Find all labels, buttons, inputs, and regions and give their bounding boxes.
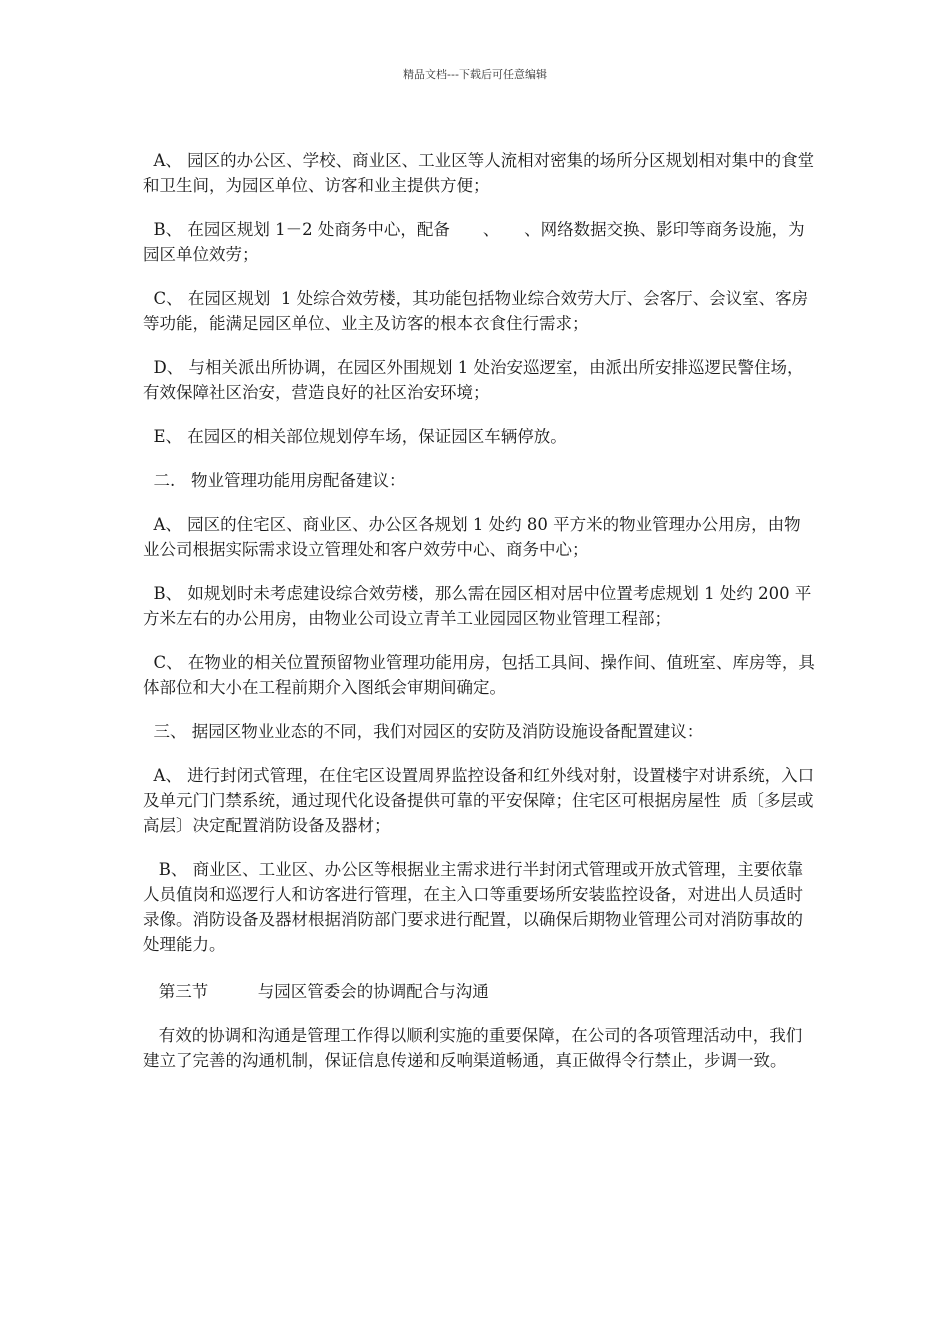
paragraph: B、 如规划时未考虑建设综合效劳楼，那么需在园区相对居中位置考虑规划 1 处约 200 平方米左右的办公用房，由物业公司设立青羊工业园园区物业管理工程部；: [143, 584, 812, 628]
paragraph: C、 在园区规划 1 处综合效劳楼，其功能包括物业综合效劳大厅、会客厅、会议室、客房等功能，能满足园区单位、业主及访客的根本衣食住行需求；: [143, 289, 809, 333]
paragraph: A、 进行封闭式管理，在住宅区设置周界监控设备和红外线对射，设置楼宇对讲系统，入口及单元门门禁系统，通过现代化设备提供可靠的平安保障；住宅区可根据房屋性 质〔多层或高层〕决定配置消防设备及器材；: [143, 766, 815, 835]
document-body: [143, 148, 815, 1092]
page-header: 精品文档---下载后可任意编辑: [403, 68, 547, 81]
chapter-heading: 第三节 与园区管委会的协调配合与沟通: [143, 982, 489, 1001]
paragraph: A、 园区的办公区、学校、商业区、工业区等人流相对密集的场所分区规划相对集中的食堂和卫生间，为园区单位、访客和业主提供方便；: [143, 151, 815, 195]
paragraph: B、 在园区规划 1－2 处商务中心，配备 、 、网络数据交换、影印等商务设施，为园区单位效劳；: [143, 220, 805, 264]
paragraph: D、 与相关派出所协调，在园区外围规划 1 处治安巡逻室，由派出所安排巡逻民警住场，有效保障社区治安，营造良好的社区治安环境；: [143, 358, 804, 402]
paragraph: B、 商业区、工业区、办公区等根据业主需求进行半封闭式管理或开放式管理，主要依靠人员值岗和巡逻行人和访客进行管理，在主入口等重要场所安装监控设备，对进出人员适时录像。消防设备及器材根据消防部门要求进行配置，以确保后期物业管理公司对消防事故的处理能力。: [143, 860, 804, 954]
paragraph: E、 在园区的相关部位规划停车场，保证园区车辆停放。: [143, 427, 567, 446]
paragraph: A、 园区的住宅区、商业区、办公区各规划 1 处约 80 平方米的物业管理办公用房，由物业公司根据实际需求设立管理处和客户效劳中心、商务中心；: [143, 515, 801, 559]
paragraph: 有效的协调和沟通是管理工作得以顺利实施的重要保障，在公司的各项管理活动中，我们建立了完善的沟通机制，保证信息传递和反响渠道畅通，真正做得令行禁止，步调一致。: [143, 1026, 803, 1070]
paragraph: C、 在物业的相关位置预留物业管理功能用房，包括工具间、操作间、值班室、库房等，具体部位和大小在工程前期介入图纸会审期间确定。: [143, 653, 815, 697]
section-heading: 三、 据园区物业业态的不同，我们对园区的安防及消防设施设备配置建议：: [143, 722, 704, 741]
section-heading: 二. 物业管理功能用房配备建议：: [143, 471, 406, 490]
